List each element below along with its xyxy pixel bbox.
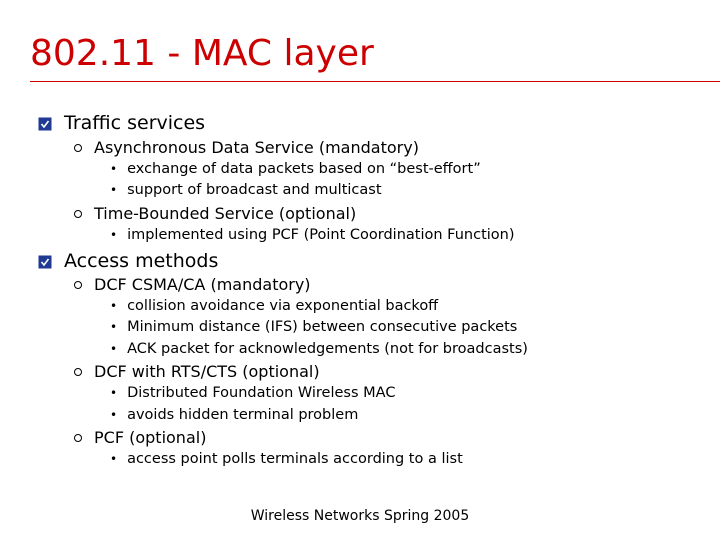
subitem-text: exchange of data packets based on “best-effort” (127, 161, 481, 177)
dot-bullet-icon: • (110, 320, 118, 335)
dot-bullet-icon: • (110, 386, 118, 401)
item-label: Time-Bounded Service (optional) (94, 204, 357, 223)
subitem (110, 162, 481, 177)
circle-bullet-icon (74, 281, 82, 289)
dot-bullet-icon: • (110, 228, 118, 243)
section-access-methods (38, 252, 218, 271)
dot-bullet-icon: • (110, 342, 118, 357)
circle-bullet-icon (74, 434, 82, 442)
subitem-text: ACK packet for acknowledgements (not for broadcasts) (127, 341, 528, 357)
checkbox-bullet-icon (38, 255, 52, 269)
slide-footer: Wireless Networks Spring 2005 (250, 508, 470, 524)
subitem-text: avoids hidden terminal problem (127, 407, 359, 423)
section-label: Traffic services (64, 112, 206, 134)
section-traffic-services (38, 114, 205, 133)
circle-bullet-icon (74, 210, 82, 218)
circle-bullet-icon (74, 368, 82, 376)
subitem (110, 386, 395, 401)
subitem (110, 342, 528, 357)
subitem (110, 452, 463, 467)
subitem (110, 408, 358, 423)
slide-title: 802.11 - MAC layer (30, 33, 374, 74)
subitem (110, 183, 382, 198)
item-label: DCF CSMA/CA (mandatory) (94, 275, 311, 294)
item-dcf-rts-cts (74, 364, 320, 380)
dot-bullet-icon: • (110, 299, 118, 314)
item-pcf (74, 430, 206, 446)
dot-bullet-icon: • (110, 162, 118, 177)
subitem-text: implemented using PCF (Point Coordination Function) (127, 227, 515, 243)
section-label: Access methods (64, 250, 219, 272)
title-underline (30, 81, 720, 82)
item-dcf-csma-ca (74, 277, 311, 293)
item-async-data-service (74, 140, 419, 156)
dot-bullet-icon: • (110, 183, 118, 198)
subitem (110, 299, 438, 314)
item-label: DCF with RTS/CTS (optional) (94, 362, 320, 381)
item-label: Asynchronous Data Service (mandatory) (94, 138, 419, 157)
dot-bullet-icon: • (110, 408, 118, 423)
circle-bullet-icon (74, 144, 82, 152)
subitem (110, 320, 517, 335)
subitem (110, 228, 515, 243)
checkbox-bullet-icon (38, 117, 52, 131)
subitem-text: Minimum distance (IFS) between consecutive packets (127, 319, 518, 335)
dot-bullet-icon: • (110, 452, 118, 467)
subitem-text: access point polls terminals according to a list (127, 451, 463, 467)
item-label: PCF (optional) (94, 428, 207, 447)
item-time-bounded-service (74, 206, 356, 222)
subitem-text: collision avoidance via exponential backoff (127, 298, 439, 314)
subitem-text: support of broadcast and multicast (127, 182, 382, 198)
subitem-text: Distributed Foundation Wireless MAC (127, 385, 396, 401)
